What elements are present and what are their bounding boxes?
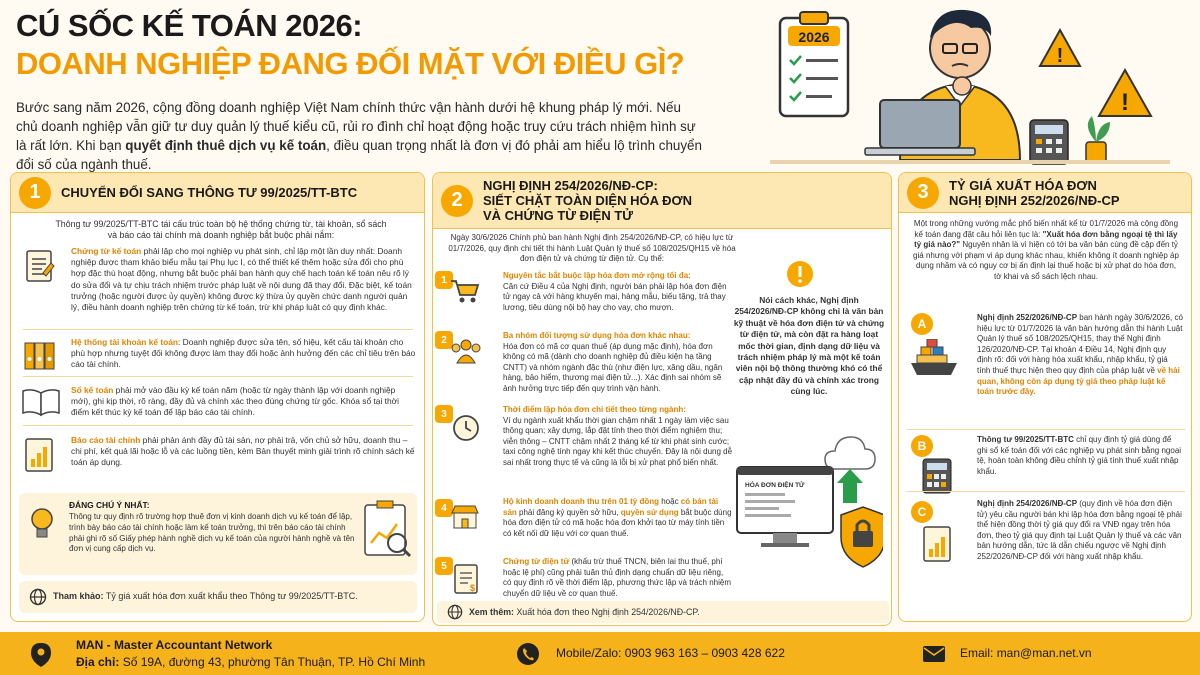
item-badge: 3: [435, 405, 453, 423]
item-ho-kinh-doanh: Hộ kinh doanh doanh thu trên 01 tỷ đồng hoặc có bán tài sản phải đăng ký quyền sở hữu, quyền sử dụng bắt buộc dùng hóa đơn điện tử có mã hoặc hóa đơn khởi tạo từ máy tính tiền có kết nối dữ liệu với cơ quan thuế.: [503, 497, 732, 538]
e-invoice-illustration: [733, 427, 883, 577]
padlock-shield-icon: [841, 507, 883, 567]
svg-text:$: $: [470, 583, 476, 593]
globe-icon: [447, 604, 463, 620]
item-badge: 4: [435, 499, 453, 517]
org-name: MAN - Master Accountant Network: [76, 638, 273, 652]
item-badge: 2: [435, 331, 453, 349]
note-title: ĐÁNG CHÚ Ý NHẤT:: [69, 500, 150, 510]
svg-text:!: !: [1056, 45, 1064, 67]
divider: [23, 376, 413, 377]
note-text: Thông tư quy định rõ trường hợp thuê đơn vị kinh doanh dịch vụ kế toán để lập, trình bày báo cáo tài chính hoặc làm kế toán trưởng, thì trên báo cáo tài chính phải ghi rõ số Giấy phép hành nghề dịch vụ kế toán của người hành nghề và tên đơn vị cung cấp dịch vụ.: [69, 512, 355, 554]
label-b: B: [911, 435, 933, 457]
section-ty-gia: [898, 172, 1192, 622]
invoice-label: HÓA ĐƠN ĐIỆN TỬ: [745, 482, 805, 489]
reference-link[interactable]: Tham khảo: Tỷ giá xuất hóa đơn xuất khẩu theo Thông tư 99/2025/TT-BTC.: [53, 591, 358, 601]
e-document-icon: [451, 563, 481, 595]
globe-icon: [29, 588, 47, 606]
section-2-lead: Ngày 30/6/2026 Chính phủ ban hành Nghị định 254/2026/NĐ-CP, có hiệu lực từ 01/7/2026, quy định chi tiết thi hành Luật Quản lý thuế số 108/2025/QH15 về hóa đơn điện tử và chứng từ điện tử. Cụ thể:: [448, 233, 736, 264]
item-chung-tu-dien-tu: Chứng từ điện tử (khấu trừ thuế TNCN, biên lai thu thuế, phí hoặc lệ phí) cũng phải tuân thủ định dạng chuẩn dữ liệu riêng, có quy định rõ về thời điểm lập, phương thức lập và trách nhiệm chuyển dữ liệu về cơ quan thuế.: [503, 557, 731, 598]
item-so-ke-toan: Sổ kế toán phải mở vào đầu kỳ kế toán năm (hoặc từ ngày thành lập với doanh nghiệp mới), ghi kịp thời, rõ ràng, đầy đủ và chính xác theo đúng chứng từ gốc. Khóa sổ tại thời điểm kết thúc kỳ kế toán để lập báo cáo tài chính.: [71, 385, 399, 418]
item-badge: 1: [435, 271, 453, 289]
item-bao-cao-tai-chinh: Báo cáo tài chính phải phản ánh đầy đủ tài sản, nợ phải trả, vốn chủ sở hữu, doanh thu – chi phí, kết quả lãi hoặc lỗ và các luồng tiền, kèm Bản thuyết minh giải trình rõ chính sách kế toán áp dụng.: [71, 435, 415, 468]
email-contact[interactable]: Email: man@man.net.vn: [960, 646, 1092, 660]
alert-icon: [785, 259, 815, 289]
open-book-icon: [21, 387, 61, 417]
calculator-icon: [1030, 120, 1068, 164]
item-nguyen-tac: Nguyên tắc bắt buộc lập hóa đơn mở rộng tối đa: Căn cứ Điều 4 của Nghị định, người bán phải lập hóa đơn điện tử ngay cả với hàng khuyến mại, hàng mẫu, biếu tặng, trả thay lương, tiêu dùng nội bộ hay cho vay, cho mượn.: [503, 271, 727, 312]
hero-illustration: [730, 0, 1200, 170]
label-c: C: [911, 501, 933, 523]
binders-icon: [23, 339, 59, 371]
phone-icon: [516, 642, 540, 666]
svg-text:!: !: [1121, 89, 1129, 116]
report-chart-icon: [23, 437, 57, 473]
clipboard-chart-icon: [361, 499, 413, 559]
section-number-badge: 3: [907, 177, 939, 209]
footer: [0, 632, 1200, 675]
lightbulb-icon: [29, 507, 55, 541]
divider: [907, 429, 1185, 430]
section-2-title: NGHỊ ĐỊNH 254/2026/NĐ-CP: SIẾT CHẶT TOÀN DIỆN HÓA ĐƠN VÀ CHỨNG TỪ ĐIỆN TỬ: [483, 178, 692, 223]
section-number-badge: 1: [19, 177, 51, 209]
item-badge: 5: [435, 557, 453, 575]
title-line-2: DOANH NGHIỆP ĐANG ĐỐI MẶT VỚI ĐIỀU GÌ?: [16, 46, 685, 81]
item-ba-nhom: Ba nhóm đối tượng sử dụng hóa đơn khác nhau: Hóa đơn có mã cơ quan thuế (áp dụng mặc định), hóa đơn không có mã (dành cho doanh nghiệp đủ điều kiện hạ tầng CNTT) và nhóm ngành đặc thù (như điện lực, xăng dầu, ngân hàng, bảo hiểm, thương mại điện tử...). Xác định sai nhóm sẽ ảnh hưởng trực tiếp đến quy trình vận hành.: [503, 331, 723, 393]
intro-paragraph: Bước sang năm 2026, cộng đồng doanh nghiệp Việt Nam chính thức vận hành dưới hệ khung pháp lý mới. Nếu chủ doanh nghiệp vẫn giữ tư duy quản lý thuế kiểu cũ, rủi ro đình chỉ hoạt động hoặc truy cứu trách nhiệm hình sự là rất lớn. Khi bạn quyết định thuê dịch vụ kế toán, điều quan trọng nhất là đơn vị đó phải am hiểu lộ trình chuyển đổi số của ngành thuế.: [16, 100, 702, 172]
item-c-nghi-dinh-254: Nghị định 254/2026/NĐ-CP (quy định về hóa đơn điện tử) yêu cầu người bán khi lập hóa đơn bằng ngoại tệ phải thể hiện đồng thời tỷ giá quy đổi ra VNĐ ngay trên hóa đơn, theo tỷ giá quy định tại Luật Quản lý thuế và các văn bản hướng dẫn, tức là dẫn chiếu ngược về Nghị định 252/2026/NĐ-CP đối với hàng xuất nhập khẩu.: [977, 499, 1182, 561]
section-3-lead: Một trong những vướng mắc phổ biến nhất kể từ 01/7/2026 mà cộng đồng kế toán đang đặt câu hỏi liên tục là: "Xuất hóa đơn bằng ngoại tệ thì lấy tỷ giá nào?" Nguyên nhân là vì hiện có tới ba văn bản cùng đề cập đến tỷ giá nhưng với phạm vi áp dụng khác nhau, khiến không ít doanh nghiệp áp dụng nhầm và có nguy cơ bị ấn định lại thuế hoặc bị xử phạt do hóa đơn, tờ khai và sổ sách lệch nhau.: [913, 219, 1179, 281]
item-chung-tu: Chứng từ kế toán phải lập cho mọi nghiệp vụ phát sinh, chỉ lập một lần duy nhất: Doanh nghiệp được tham khảo biểu mẫu tại Phụ lục I, có thể thiết kế thêm hoặc sửa đổi cho phù hợp đặc thù hoạt động, nhưng bắt buộc phải ban hành quy chế hạch toán kế toán nêu rõ lý do sửa đổi và tự chịu trách nhiệm trước pháp luật về nội dung đã thay đổi. Đặc biệt, kế toán trưởng (hoặc người được ủy quyền) không được ký thừa ủy quyền chức danh người quản lý, điều hành doanh nghiệp trên chứng từ kế toán, trừ khi pháp luật có quy định khác.: [71, 246, 412, 313]
cargo-ship-icon: [909, 339, 959, 383]
section-1-title: CHUYỂN ĐỔI SANG THÔNG TƯ 99/2025/TT-BTC: [61, 185, 358, 200]
email-icon: [922, 644, 946, 664]
section-2-header: [433, 173, 891, 229]
people-group-icon: [449, 337, 483, 365]
divider: [23, 425, 413, 426]
cloud-icon: [825, 437, 875, 469]
section-1-lead: Thông tư 99/2025/TT-BTC tái cấu trúc toàn bộ hệ thống chứng từ, tài khoản, sổ sách và báo cáo tài chính mà doanh nghiệp bắt buộc phải nắm:: [55, 219, 387, 241]
section-number-badge: 2: [441, 185, 473, 217]
section-thong-tu-99: [10, 172, 425, 622]
item-b-thong-tu-99: Thông tư 99/2025/TT-BTC chỉ quy định tỷ giá dùng để ghi sổ kế toán đối với các nghiệp vụ phát sinh bằng ngoại tệ, hoàn toàn không điều chỉnh tỷ giá tính thuế xuất nhập khẩu.: [977, 435, 1182, 476]
calendar-year: 2026: [798, 29, 830, 45]
section-3-title: TỶ GIÁ XUẤT HÓA ĐƠN NGHỊ ĐỊNH 252/2026/NĐ-CP: [949, 177, 1120, 208]
label-a: A: [911, 313, 933, 335]
shopping-cart-icon: [449, 277, 481, 305]
title-line-1: CÚ SỐC KẾ TOÁN 2026:: [16, 8, 363, 43]
phone-contact[interactable]: Mobile/Zalo: 0903 963 163 – 0903 428 622: [556, 646, 785, 660]
address: Địa chỉ: Số 19A, đường 43, phường Tân Thuận, TP. Hồ Chí Minh: [76, 655, 426, 669]
section-1-header: [11, 173, 424, 213]
callout-text: Nói cách khác, Nghị định 254/2026/NĐ-CP không chỉ là văn bản kỹ thuật về hóa đơn điện tử và chứng từ điện tử, mà còn đặt ra hàng loạt mốc thời gian, định dạng dữ liệu và trách nhiệm pháp lý mà một kế toán viên nội bộ thông thường khó có thể cập nhật đầy đủ và chính xác trong cùng lúc.: [733, 295, 885, 397]
item-he-thong-tai-khoan: Hệ thống tài khoản kế toán: Doanh nghiệp được sửa tên, số hiệu, kết cấu tài khoản cho phù hợp nhưng tuyệt đối không được làm thay đổi hoặc ảnh hưởng đến các chỉ tiêu trên báo cáo tài chính.: [71, 337, 416, 370]
divider: [23, 329, 413, 330]
item-thoi-diem: Thời điểm lập hóa đơn chi tiết theo từng ngành: Ví dụ ngành xuất khẩu thời gian chậm nhất 1 ngày làm việc sau thông quan; xây dựng, lắp đặt tính theo thời điểm nghiệm thu; viễn thông – CNTT chậm nhất 2 tháng kể từ khi phát sinh cước; taxi công nghệ tính ngay khi kết thúc chuyến. Đây là nội dung dễ sai nhất trong thực tế và cũng là lỗi bị xử phạt phổ biến nhất.: [503, 405, 733, 467]
shop-icon: [449, 503, 481, 531]
document-icon: [23, 249, 57, 283]
invoice-chart-icon: [921, 525, 955, 565]
location-pin-icon: [30, 642, 52, 668]
calculator-icon: [921, 457, 955, 495]
divider: [907, 491, 1185, 492]
see-more-link[interactable]: Xem thêm: Xuất hóa đơn theo Nghị định 254/2026/NĐ-CP.: [469, 607, 700, 617]
clipboard-icon: [780, 12, 848, 116]
section-3-header: [899, 173, 1191, 213]
clock-icon: [451, 413, 481, 443]
item-a-nghi-dinh-252: Nghị định 252/2026/NĐ-CP ban hành ngày 30/6/2026, có hiệu lực từ 01/7/2026 là văn bản hướng dẫn thi hành Luật Quản lý thuế số 108/2025/QH15, thay thế Nghị định 126/2020/NĐ-CP. Tại khoản 4 Điều 14, Nghị định quy định rõ: đối với hàng hóa xuất khẩu, nhập khẩu, tỷ giá tính thuế thực hiện theo quy định của pháp luật về về hải quan, không còn áp dụng tỷ giá theo pháp luật kế toán trước đây.: [977, 313, 1183, 397]
laptop-icon: [865, 100, 975, 155]
section-nghi-dinh-254: [432, 172, 892, 626]
